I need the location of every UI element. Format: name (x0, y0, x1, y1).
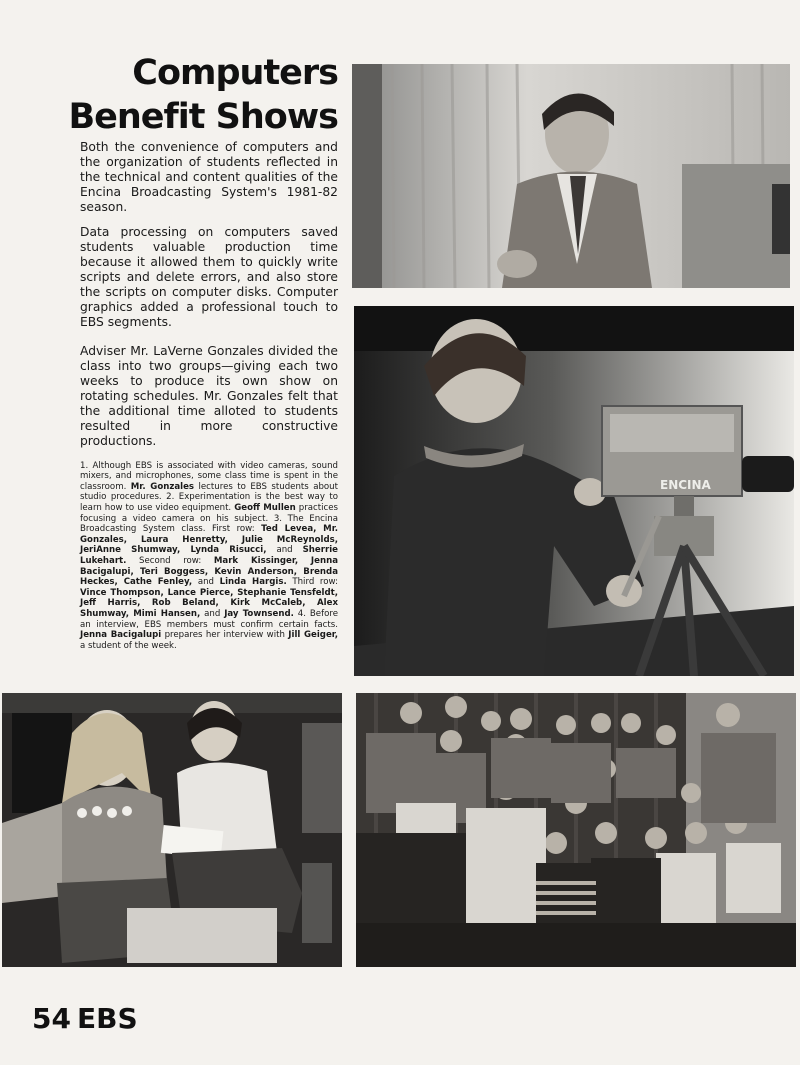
caption-name: Geoff Mullen (234, 502, 296, 513)
page-folio (32, 1002, 144, 1035)
caption-name: Linda Hargis. (219, 577, 287, 588)
caption-text: and (192, 577, 220, 588)
caption-name: Mr. Gonzales (130, 481, 195, 492)
photo-teacher-lecturing (352, 64, 790, 288)
caption-text: practices focusing a video camera on his subject. 3. The Encina Broadcasting System class. First row: (80, 502, 338, 535)
title-line-1: Computers (132, 53, 338, 94)
caption-text: Third row: (286, 577, 338, 588)
caption-name: Vince Thompson, Lance Pierce, Stephanie Tensfeldt, Jeff Harris, Rob Beland, Kirk McCaleb, Alex Shumway, Mimi Hansen, (80, 587, 338, 619)
caption-text: and (266, 545, 303, 556)
caption-name: Jay Townsend. (224, 608, 294, 619)
camera-label: ENCINA (660, 478, 711, 492)
title-line-2: Benefit Shows (68, 97, 338, 138)
caption-name: Sherrie Lukehart. (80, 545, 338, 566)
caption-name: Jill Geiger, (288, 630, 339, 641)
caption-text: prepares her interview with (161, 630, 289, 641)
caption-text: 4. Before an interview, EBS members must confirm certain facts. (80, 608, 338, 630)
page-number: 54 (32, 1002, 71, 1035)
caption-text: a student of the week. (80, 640, 177, 651)
caption-name: Mark Kissinger, Jenna Bacigalupi, Teri Boggess, Kevin Anderson, Brenda Heckes, Cathe Fenley, (80, 555, 338, 588)
caption-name: Ted Levea, Mr. Gonzales, Laura Henretty, Julie McReynolds, JeriAnne Shumway, Lynda Risucci, (80, 524, 339, 556)
caption-text: 1. Although EBS is associated with video cameras, sound mixers, and microphones, some class time is spent in the classroom. (80, 460, 338, 492)
page-title (60, 51, 338, 139)
photo-interview-preparation (2, 693, 342, 967)
body-paragraph-1: Both the convenience of computers and the organization of students reflected in the technical and content qualities of the Encina Broadcasting System's 1981-82 season. (80, 140, 338, 215)
photo-student-with-camera (354, 306, 794, 676)
body-paragraph-2: Data processing on computers saved students valuable production time because it allowed them to quickly write scripts and delete errors, and also store the scripts on computer disks. Computer graphics added a professional touch to EBS segments. (80, 225, 338, 330)
caption-text: lectures to EBS students about studio procedures. 2. Experimentation is the best way to learn how to use video equipment. (80, 481, 338, 513)
body-paragraph-3: Adviser Mr. LaVerne Gonzales divided the class into two groups—giving each two weeks to produce its own show on rotating schedules. Mr. Gonzales felt that the additional time alloted to students resulted in more constructive productions. (80, 344, 338, 449)
section-name: EBS (76, 1002, 138, 1035)
caption-name: Jenna Bacigalupi (80, 630, 162, 641)
caption-text: Second row: (126, 555, 214, 566)
photo-caption (80, 461, 338, 652)
caption-text: and (200, 608, 225, 619)
photo-ebs-class-group (356, 693, 796, 967)
